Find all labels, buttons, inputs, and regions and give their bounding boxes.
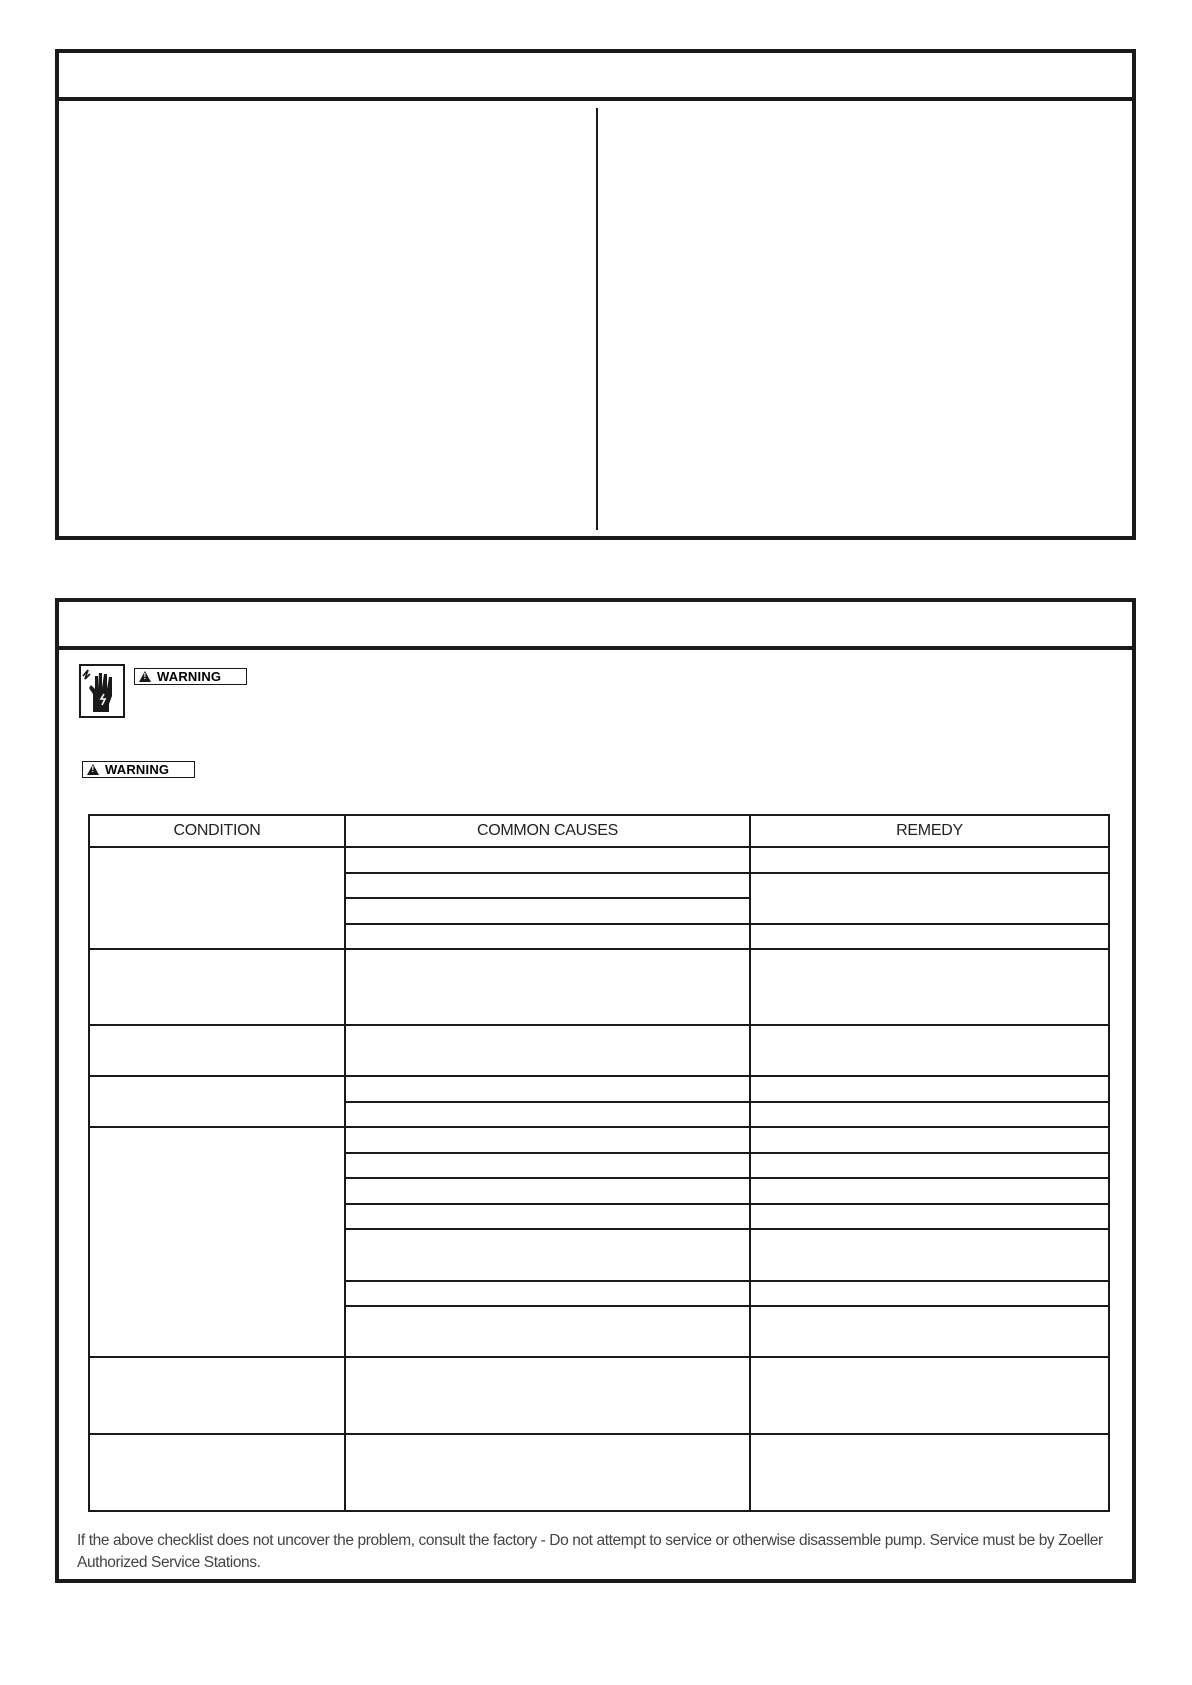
column-divider: [596, 108, 598, 530]
cause-cell: [345, 873, 750, 898]
remedy-header: REMEDY: [750, 815, 1109, 847]
cause-cell: [345, 1434, 750, 1511]
remedy-cell: [750, 1076, 1109, 1102]
remedy-cell: [750, 1434, 1109, 1511]
top-section-header: [59, 53, 1132, 101]
condition-cell: [89, 1357, 345, 1434]
warning-label-primary: [134, 668, 247, 685]
cause-cell: [345, 1076, 750, 1102]
table-row: [89, 847, 1109, 873]
remedy-cell: [750, 1281, 1109, 1306]
cause-cell: [345, 1102, 750, 1127]
service-note: If the above checklist does not uncover the problem, consult the factory - Do not attempt to service or otherwise disassemble pump. Service must be by Zoeller Authorized Service Stations.: [77, 1532, 1103, 1571]
cause-cell: [345, 1025, 750, 1076]
remedy-cell: [750, 1127, 1109, 1153]
cause-cell: [345, 1127, 750, 1153]
table-row: [89, 949, 1109, 1025]
condition-cell: [89, 1025, 345, 1076]
cause-cell: [345, 1357, 750, 1434]
remedy-cell: [750, 924, 1109, 949]
warning-triangle-icon: [87, 764, 99, 775]
cause-cell: [345, 949, 750, 1025]
cause-cell: [345, 1153, 750, 1178]
cause-cell: [345, 898, 750, 924]
table-row: [89, 1127, 1109, 1153]
remedy-cell: [750, 1204, 1109, 1229]
cause-cell: [345, 847, 750, 873]
warning-label-text: WARNING: [105, 762, 170, 777]
condition-cell: [89, 1434, 345, 1511]
condition-cell: [89, 949, 345, 1025]
cause-cell: [345, 1178, 750, 1204]
common-causes-header: COMMON CAUSES: [345, 815, 750, 847]
cause-cell: [345, 924, 750, 949]
remedy-cell: [750, 1178, 1109, 1204]
electric-shock-hand-icon: [79, 664, 125, 718]
remedy-cell: [750, 1357, 1109, 1434]
condition-cell: [89, 1076, 345, 1127]
top-section-box: [55, 49, 1136, 540]
remedy-cell: [750, 1229, 1109, 1281]
remedy-cell: [750, 847, 1109, 873]
condition-cell: [89, 1127, 345, 1357]
troubleshooting-section-box: [55, 598, 1136, 1583]
cause-cell: [345, 1229, 750, 1281]
remedy-cell: [750, 1102, 1109, 1127]
table-header-row: [89, 815, 1109, 847]
table-row: [89, 1025, 1109, 1076]
remedy-cell: [750, 1153, 1109, 1178]
remedy-cell: [750, 1025, 1109, 1076]
remedy-cell: [750, 873, 1109, 924]
table-row: [89, 1434, 1109, 1511]
table-row: [89, 1357, 1109, 1434]
table-row: [89, 1076, 1109, 1102]
cause-cell: [345, 1306, 750, 1357]
cause-cell: [345, 1281, 750, 1306]
warning-label-secondary: [82, 761, 195, 778]
warning-triangle-icon: [139, 671, 151, 682]
condition-header: CONDITION: [89, 815, 345, 847]
remedy-cell: [750, 949, 1109, 1025]
cause-cell: [345, 1204, 750, 1229]
remedy-cell: [750, 1306, 1109, 1357]
troubleshooting-section-header: [59, 602, 1132, 650]
troubleshooting-table: [88, 814, 1110, 1512]
warning-label-text: WARNING: [157, 669, 222, 684]
condition-cell: [89, 847, 345, 949]
